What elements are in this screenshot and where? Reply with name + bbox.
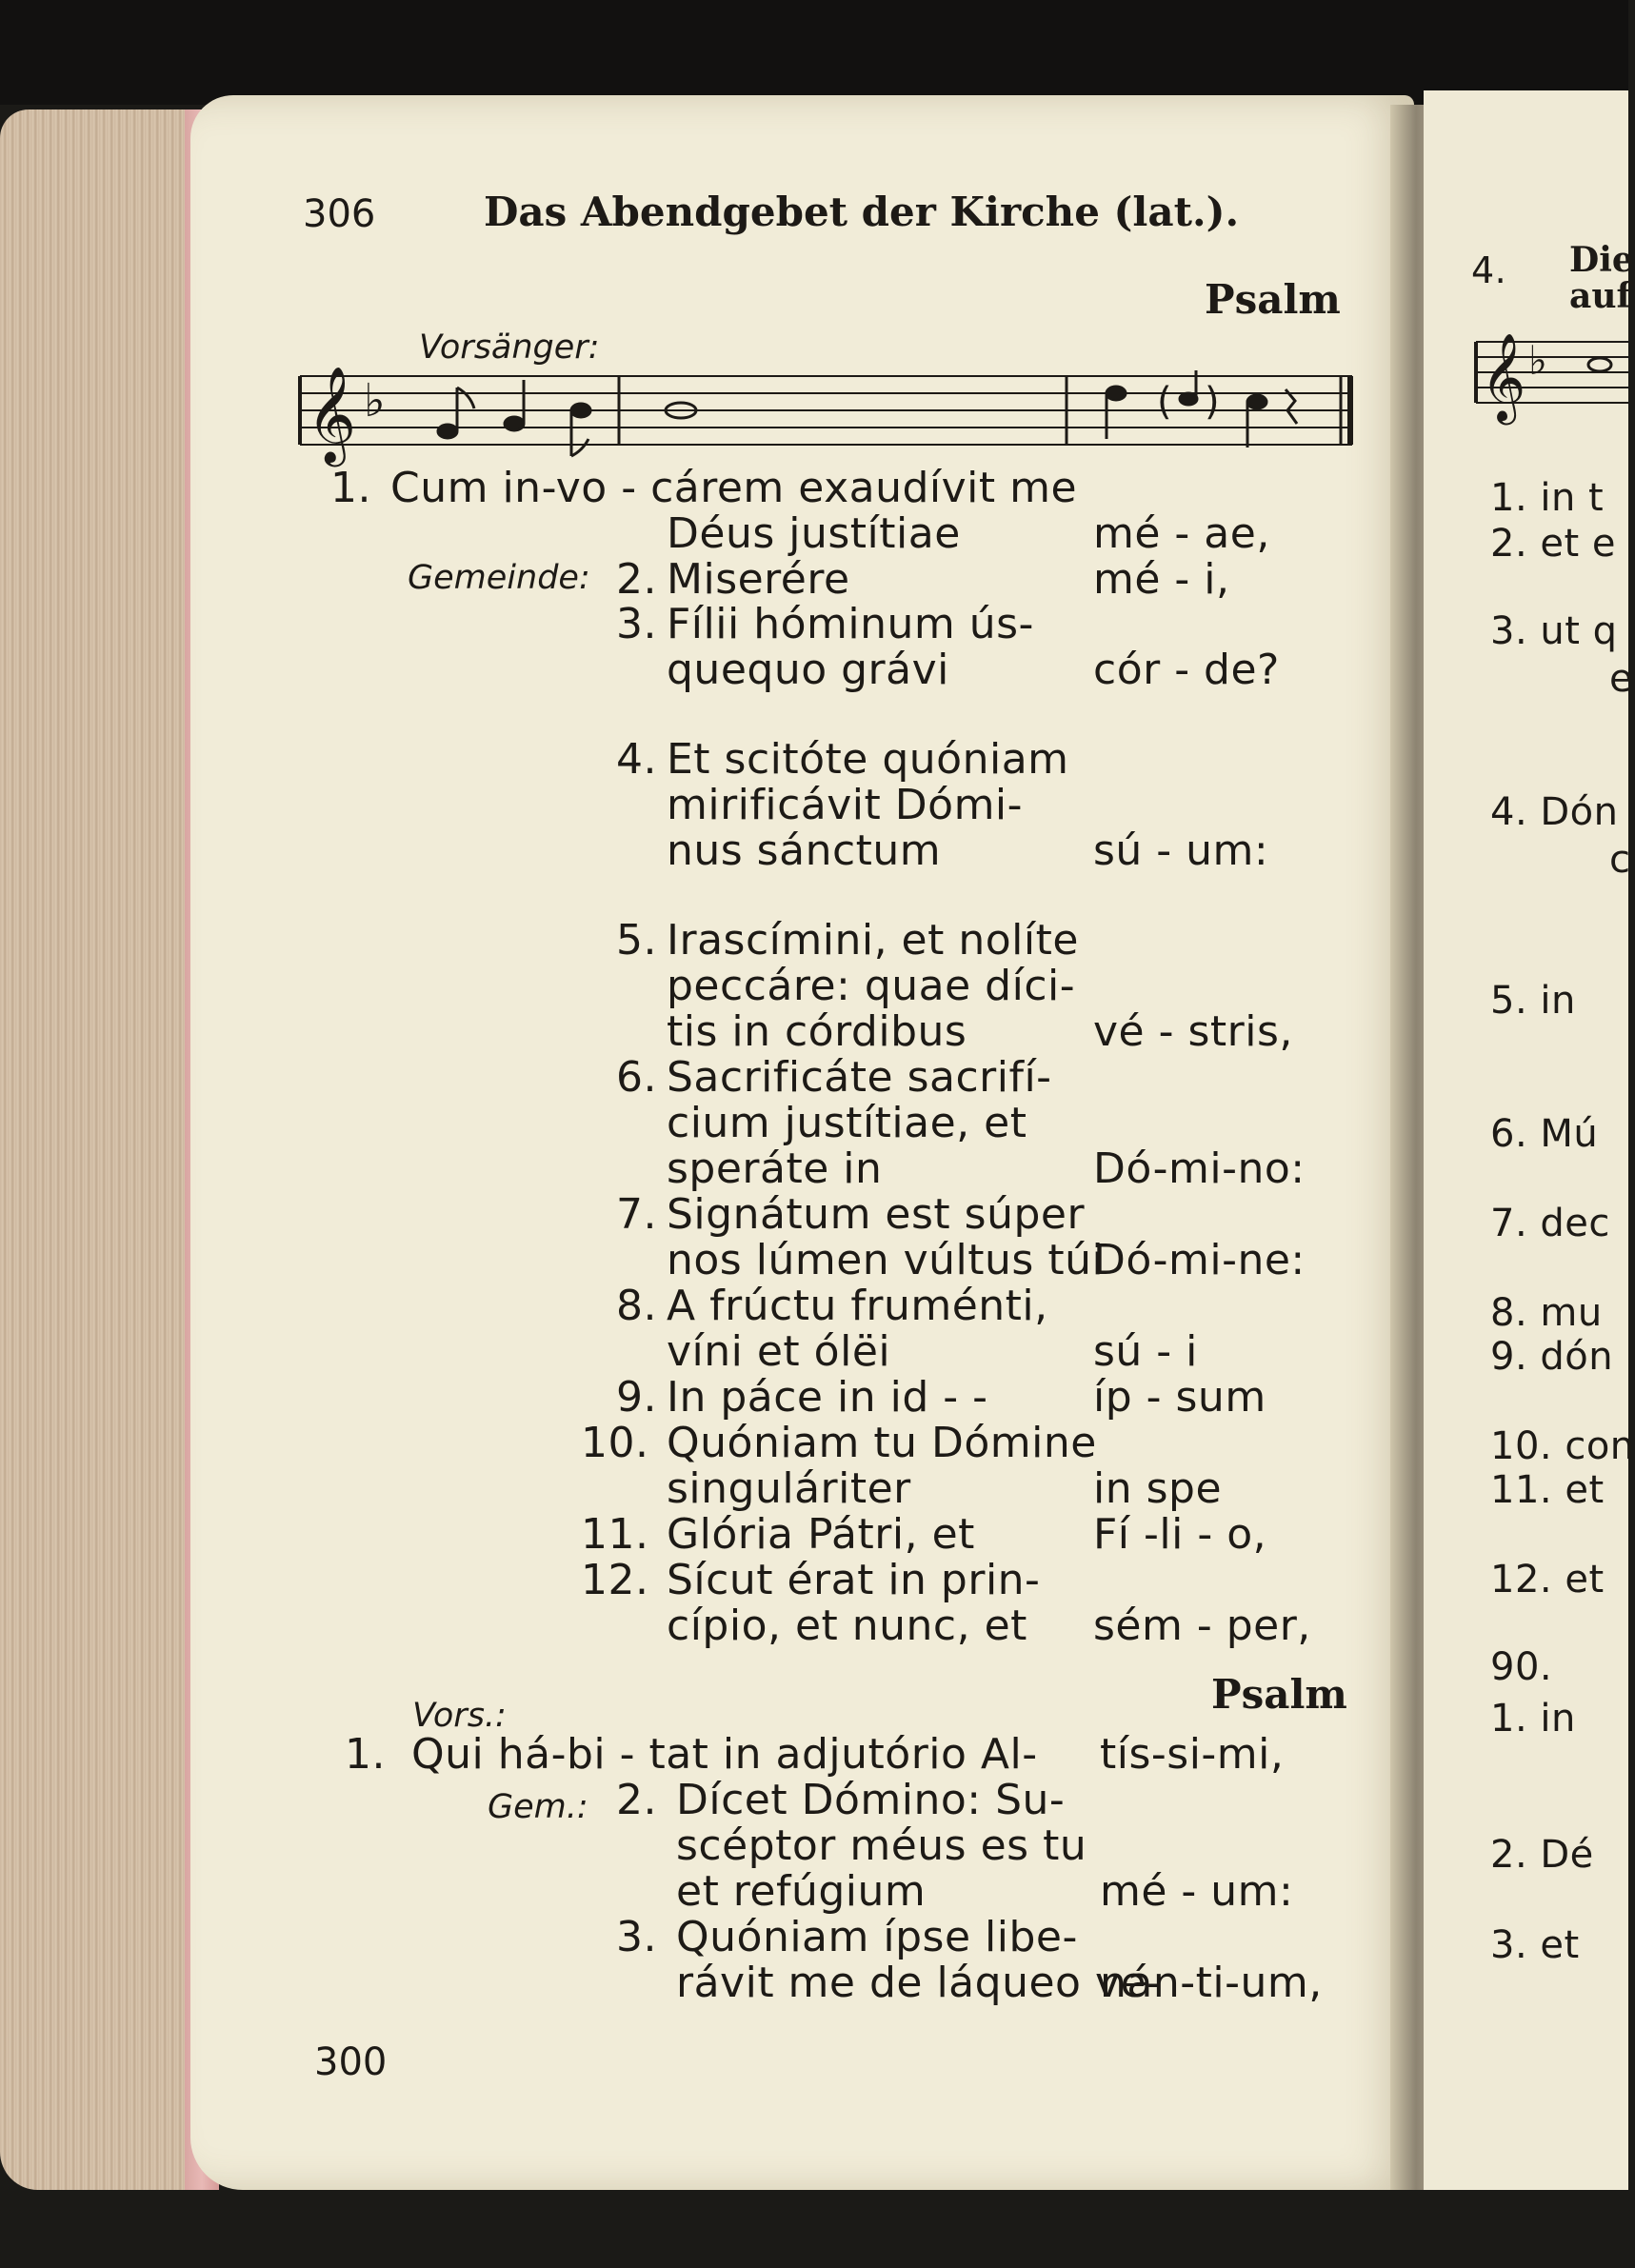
facing-verse: 4. Dón <box>1490 790 1619 834</box>
facing-heading-2: auf <box>1569 276 1631 316</box>
svg-text:(: ( <box>1157 380 1172 424</box>
verse-number: 11. <box>581 1510 649 1559</box>
verse-response: nán-ti-um, <box>1100 1959 1323 2007</box>
verse-text: tis in córdibus <box>667 1007 967 1056</box>
verse-text: Qui há-bi - tat in adjutório Al- <box>411 1730 1038 1779</box>
verse-response: sú - um: <box>1093 826 1269 875</box>
verse-text: scéptor méus es tu <box>676 1821 1087 1870</box>
verse-text: Dícet Dómino: Su- <box>676 1776 1066 1824</box>
facing-verse: 7. dec <box>1490 1202 1610 1245</box>
facing-verse: 8. mu <box>1490 1291 1603 1335</box>
running-title: Das Abendgebet der Kirche (lat.). <box>484 189 1240 235</box>
verse-number: 3. <box>616 1913 657 1961</box>
verse-number: 10. <box>581 1419 649 1467</box>
verse-response: sém - per, <box>1093 1602 1311 1650</box>
verse-text: A frúctu fruménti, <box>667 1282 1048 1330</box>
verse-response: sú - i <box>1093 1327 1198 1376</box>
facing-verse: 6. Mú <box>1490 1112 1599 1156</box>
verse-text: Quóniam tu Dómine <box>667 1419 1097 1467</box>
facing-verse: 2. et e <box>1490 522 1616 566</box>
facing-verse: 2. Dé <box>1490 1833 1594 1877</box>
facing-verse: 11. et <box>1490 1468 1605 1512</box>
verse-response: Fí -li - o, <box>1093 1510 1267 1559</box>
svg-text:): ) <box>1205 380 1220 424</box>
facing-verse: 3. et <box>1490 1923 1580 1967</box>
facing-verse: 1. in t <box>1490 476 1605 520</box>
facing-flat-icon: ♭ <box>1528 337 1547 384</box>
facing-music-staff <box>1471 319 1628 424</box>
verse-text: et refúgium <box>676 1867 927 1916</box>
verse-text: Irascímini, et nolíte <box>667 916 1079 965</box>
verse-response: vé - stris, <box>1093 1007 1293 1056</box>
verse-text: singuláriter <box>667 1464 911 1513</box>
page-number: 306 <box>303 192 376 236</box>
verse-text: speráte in <box>667 1144 883 1193</box>
verse-response: mé - um: <box>1100 1867 1294 1916</box>
verse-response: Dó-mi-no: <box>1093 1144 1306 1193</box>
verse-number: 2. <box>616 555 657 604</box>
verse-response: tís-si-mi, <box>1100 1730 1285 1779</box>
facing-verse: 10. con <box>1490 1424 1635 1468</box>
verse-text: cípio, et nunc, et <box>667 1602 1027 1650</box>
verse-text: Sícut érat in prin- <box>667 1556 1041 1604</box>
verse-text: Quóniam ípse libe- <box>676 1913 1078 1961</box>
verse-number: 6. <box>616 1053 657 1102</box>
verse-number: 12. <box>581 1556 649 1604</box>
verse-text: víni et ólëi <box>667 1327 891 1376</box>
verse-number: 4. <box>616 735 657 784</box>
verse-response: in spe <box>1093 1464 1223 1513</box>
music-staff <box>295 357 1362 471</box>
scan-background <box>0 0 1628 105</box>
facing-verse: 9. dón <box>1490 1335 1614 1379</box>
facing-verse: 5. in <box>1490 979 1576 1023</box>
verse-text: peccáre: quae díci- <box>667 962 1076 1010</box>
facing-verse: 1. in <box>1490 1697 1576 1741</box>
verse-text: cium justítiae, et <box>667 1099 1027 1147</box>
verse-number: 2. <box>616 1776 657 1824</box>
verse-text: nos lúmen vúltus túi <box>667 1236 1105 1284</box>
vors-label: Vors.: <box>412 1697 507 1735</box>
verse-text: Fílii hóminum ús- <box>667 600 1034 648</box>
verse-text: mirificávit Dómi- <box>667 781 1024 829</box>
verse-text: Glória Pátri, et <box>667 1510 975 1559</box>
verse-response: íp - sum <box>1093 1373 1266 1422</box>
psalm-heading-2: Psalm <box>1211 1671 1347 1718</box>
verse-response: mé - i, <box>1093 555 1230 604</box>
facing-verse: e <box>1609 657 1634 701</box>
vorsaenger-label: Vorsänger: <box>419 328 600 367</box>
verse-text: rávit me de láqueo ve- <box>676 1959 1163 2007</box>
verse-text: In páce in id - - <box>667 1373 988 1422</box>
verse-number: 3. <box>616 600 657 648</box>
verse-text: Signátum est súper <box>667 1190 1086 1239</box>
facing-verse: 12. et <box>1490 1558 1605 1602</box>
verse-response: mé - ae, <box>1093 509 1270 558</box>
facing-heading-1: Die <box>1569 240 1634 280</box>
verse-number: 9. <box>616 1373 657 1422</box>
verse-number: 7. <box>616 1190 657 1239</box>
psalm-heading: Psalm <box>1205 276 1341 323</box>
facing-treble-clef-icon: 𝄞 <box>1481 332 1526 421</box>
facing-verse: c <box>1609 838 1631 882</box>
flat-icon: ♭ <box>364 374 386 428</box>
verse-number: 5. <box>616 916 657 965</box>
verse-response: Dó-mi-ne: <box>1093 1236 1306 1284</box>
verse-text: Et scitóte quóniam <box>667 735 1069 784</box>
verse-text: quequo grávi <box>667 646 949 694</box>
facing-verse-number: 4. <box>1471 249 1507 291</box>
verse-text: nus sánctum <box>667 826 942 875</box>
verse-number: 8. <box>616 1282 657 1330</box>
bottom-page-number: 300 <box>314 2040 388 2084</box>
facing-verse: 3. ut q <box>1490 609 1618 653</box>
gemeinde-label: Gemeinde: <box>408 559 590 597</box>
verse-text: Sacrificáte sacrifí- <box>667 1053 1052 1102</box>
verse-text: Déus justítiae <box>667 509 961 558</box>
verse-text: Miserére <box>667 555 850 604</box>
gem-label: Gem.: <box>488 1788 588 1826</box>
treble-clef-icon: 𝄞 <box>307 365 357 463</box>
verse-text: Cum in-vo - cárem exaudívit me <box>390 464 1078 512</box>
verse-response: cór - de? <box>1093 646 1280 694</box>
verse-number: 1. <box>345 1730 386 1779</box>
verse-number: 1. <box>330 464 371 512</box>
page-edges <box>0 109 219 2190</box>
facing-verse: 90. <box>1490 1645 1553 1689</box>
